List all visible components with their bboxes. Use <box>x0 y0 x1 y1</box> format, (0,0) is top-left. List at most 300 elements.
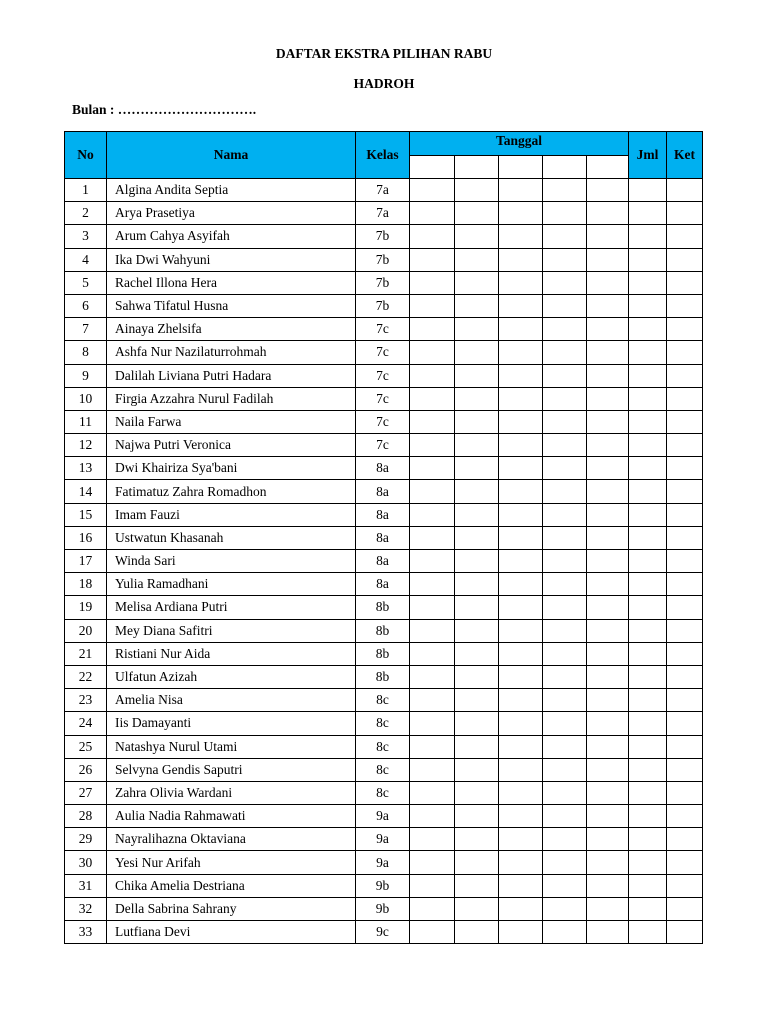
jml-cell <box>629 434 667 457</box>
attendance-cell <box>543 828 587 851</box>
ket-cell <box>667 619 703 642</box>
attendance-cell <box>587 318 629 341</box>
student-name: Zahra Olivia Wardani <box>107 781 356 804</box>
attendance-cell <box>410 550 455 573</box>
ket-cell <box>667 805 703 828</box>
attendance-cell <box>499 364 543 387</box>
attendance-cell <box>410 689 455 712</box>
attendance-cell <box>543 457 587 480</box>
table-row <box>65 526 703 549</box>
jml-cell <box>629 480 667 503</box>
attendance-cell <box>543 550 587 573</box>
attendance-cell <box>587 851 629 874</box>
student-class: 7c <box>356 341 410 364</box>
student-name: Winda Sari <box>107 550 356 573</box>
student-no: 16 <box>65 526 107 549</box>
attendance-cell <box>499 851 543 874</box>
table-row <box>65 271 703 294</box>
attendance-cell <box>543 689 587 712</box>
student-no: 9 <box>65 364 107 387</box>
student-name: Ustwatun Khasanah <box>107 526 356 549</box>
attendance-cell <box>587 642 629 665</box>
attendance-cell <box>543 341 587 364</box>
attendance-cell <box>455 341 499 364</box>
student-class: 7a <box>356 179 410 202</box>
student-no: 12 <box>65 434 107 457</box>
attendance-cell <box>499 503 543 526</box>
ket-cell <box>667 387 703 410</box>
student-class: 7b <box>356 294 410 317</box>
attendance-cell <box>587 573 629 596</box>
student-name: Selvyna Gendis Saputri <box>107 758 356 781</box>
attendance-cell <box>499 202 543 225</box>
student-no: 32 <box>65 897 107 920</box>
attendance-cell <box>455 526 499 549</box>
jml-cell <box>629 596 667 619</box>
student-name: Sahwa Tifatul Husna <box>107 294 356 317</box>
student-class: 8c <box>356 689 410 712</box>
attendance-cell <box>455 805 499 828</box>
student-no: 17 <box>65 550 107 573</box>
attendance-cell <box>410 851 455 874</box>
attendance-cell <box>499 712 543 735</box>
attendance-cell <box>410 828 455 851</box>
jml-cell <box>629 897 667 920</box>
student-no: 5 <box>65 271 107 294</box>
jml-cell <box>629 457 667 480</box>
student-class: 8a <box>356 526 410 549</box>
jml-cell <box>629 851 667 874</box>
column-header-nama: Nama <box>107 132 356 179</box>
column-header-no: No <box>65 132 107 179</box>
student-class: 9a <box>356 805 410 828</box>
jml-cell <box>629 526 667 549</box>
attendance-cell <box>587 665 629 688</box>
attendance-cell <box>455 642 499 665</box>
attendance-cell <box>455 503 499 526</box>
student-name: Yulia Ramadhani <box>107 573 356 596</box>
ket-cell <box>667 874 703 897</box>
attendance-cell <box>455 689 499 712</box>
attendance-cell <box>410 387 455 410</box>
attendance-cell <box>543 225 587 248</box>
student-class: 7c <box>356 318 410 341</box>
attendance-cell <box>587 805 629 828</box>
jml-cell <box>629 179 667 202</box>
attendance-cell <box>455 179 499 202</box>
attendance-cell <box>410 179 455 202</box>
attendance-cell <box>587 781 629 804</box>
table-row <box>65 364 703 387</box>
attendance-cell <box>587 874 629 897</box>
attendance-cell <box>587 364 629 387</box>
table-row <box>65 689 703 712</box>
table-row <box>65 828 703 851</box>
attendance-cell <box>455 457 499 480</box>
jml-cell <box>629 619 667 642</box>
jml-cell <box>629 248 667 271</box>
student-class: 8c <box>356 712 410 735</box>
attendance-cell <box>410 248 455 271</box>
table-row <box>65 596 703 619</box>
jml-cell <box>629 364 667 387</box>
attendance-cell <box>499 550 543 573</box>
attendance-cell <box>410 480 455 503</box>
attendance-cell <box>499 596 543 619</box>
student-no: 26 <box>65 758 107 781</box>
student-no: 19 <box>65 596 107 619</box>
attendance-cell <box>587 248 629 271</box>
student-name: Rachel Illona Hera <box>107 271 356 294</box>
attendance-cell <box>455 318 499 341</box>
attendance-cell <box>543 294 587 317</box>
table-row <box>65 781 703 804</box>
tanggal-date-cell <box>543 156 587 179</box>
ket-cell <box>667 179 703 202</box>
student-name: Imam Fauzi <box>107 503 356 526</box>
attendance-cell <box>543 248 587 271</box>
ket-cell <box>667 248 703 271</box>
student-no: 30 <box>65 851 107 874</box>
attendance-cell <box>410 364 455 387</box>
attendance-cell <box>455 619 499 642</box>
table-row <box>65 758 703 781</box>
attendance-cell <box>410 503 455 526</box>
table-row <box>65 480 703 503</box>
ket-cell <box>667 596 703 619</box>
table-row <box>65 318 703 341</box>
student-class: 8b <box>356 665 410 688</box>
student-no: 4 <box>65 248 107 271</box>
attendance-cell <box>499 874 543 897</box>
attendance-cell <box>410 202 455 225</box>
tanggal-date-cell <box>410 156 455 179</box>
attendance-cell <box>499 665 543 688</box>
student-name: Yesi Nur Arifah <box>107 851 356 874</box>
ket-cell <box>667 642 703 665</box>
ket-cell <box>667 318 703 341</box>
attendance-cell <box>587 689 629 712</box>
table-row <box>65 735 703 758</box>
ket-cell <box>667 202 703 225</box>
attendance-cell <box>543 921 587 944</box>
table-row <box>65 874 703 897</box>
attendance-cell <box>410 874 455 897</box>
jml-cell <box>629 550 667 573</box>
attendance-cell <box>587 735 629 758</box>
ket-cell <box>667 364 703 387</box>
student-name: Ainaya Zhelsifa <box>107 318 356 341</box>
ket-cell <box>667 457 703 480</box>
student-no: 6 <box>65 294 107 317</box>
page-subtitle: HADROH <box>353 76 415 91</box>
attendance-cell <box>543 874 587 897</box>
attendance-cell <box>543 665 587 688</box>
student-name: Dwi Khairiza Sya'bani <box>107 457 356 480</box>
attendance-cell <box>587 410 629 433</box>
attendance-cell <box>587 480 629 503</box>
student-name: Chika Amelia Destriana <box>107 874 356 897</box>
jml-cell <box>629 573 667 596</box>
ket-cell <box>667 665 703 688</box>
attendance-cell <box>455 202 499 225</box>
attendance-cell <box>455 271 499 294</box>
attendance-cell <box>455 781 499 804</box>
student-class: 9a <box>356 851 410 874</box>
attendance-cell <box>410 294 455 317</box>
attendance-cell <box>587 271 629 294</box>
attendance-cell <box>587 921 629 944</box>
student-no: 18 <box>65 573 107 596</box>
attendance-cell <box>587 341 629 364</box>
attendance-cell <box>543 781 587 804</box>
attendance-cell <box>410 318 455 341</box>
jml-cell <box>629 712 667 735</box>
attendance-cell <box>499 457 543 480</box>
attendance-cell <box>410 341 455 364</box>
attendance-cell <box>410 665 455 688</box>
jml-cell <box>629 503 667 526</box>
student-class: 9b <box>356 874 410 897</box>
attendance-cell <box>410 897 455 920</box>
attendance-cell <box>543 387 587 410</box>
student-no: 3 <box>65 225 107 248</box>
student-class: 9a <box>356 828 410 851</box>
student-name: Nayralihazna Oktaviana <box>107 828 356 851</box>
attendance-cell <box>410 642 455 665</box>
jml-cell <box>629 874 667 897</box>
student-name: Aulia Nadia Rahmawati <box>107 805 356 828</box>
attendance-cell <box>587 457 629 480</box>
student-class: 7c <box>356 364 410 387</box>
jml-cell <box>629 781 667 804</box>
attendance-cell <box>455 434 499 457</box>
student-name: Natashya Nurul Utami <box>107 735 356 758</box>
table-row <box>65 851 703 874</box>
attendance-cell <box>410 758 455 781</box>
attendance-cell <box>455 410 499 433</box>
attendance-cell <box>499 341 543 364</box>
ket-cell <box>667 735 703 758</box>
attendance-cell <box>410 735 455 758</box>
jml-cell <box>629 318 667 341</box>
attendance-cell <box>499 642 543 665</box>
attendance-cell <box>543 410 587 433</box>
jml-cell <box>629 921 667 944</box>
student-name: Dalilah Liviana Putri Hadara <box>107 364 356 387</box>
student-no: 1 <box>65 179 107 202</box>
attendance-cell <box>455 480 499 503</box>
attendance-cell <box>499 573 543 596</box>
attendance-cell <box>587 225 629 248</box>
ket-cell <box>667 712 703 735</box>
student-no: 15 <box>65 503 107 526</box>
student-name: Della Sabrina Sahrany <box>107 897 356 920</box>
table-row <box>65 202 703 225</box>
student-name: Arum Cahya Asyifah <box>107 225 356 248</box>
student-no: 8 <box>65 341 107 364</box>
table-row <box>65 665 703 688</box>
attendance-cell <box>543 202 587 225</box>
bulan-label: Bulan : …………………………. <box>72 102 257 117</box>
attendance-cell <box>499 480 543 503</box>
attendance-cell <box>410 921 455 944</box>
ket-cell <box>667 503 703 526</box>
attendance-cell <box>587 434 629 457</box>
student-class: 8c <box>356 781 410 804</box>
student-class: 8b <box>356 596 410 619</box>
attendance-cell <box>455 573 499 596</box>
attendance-cell <box>499 248 543 271</box>
table-row <box>65 712 703 735</box>
attendance-cell <box>543 526 587 549</box>
ket-cell <box>667 758 703 781</box>
jml-cell <box>629 642 667 665</box>
attendance-cell <box>543 805 587 828</box>
attendance-cell <box>543 851 587 874</box>
jml-cell <box>629 735 667 758</box>
student-class: 8a <box>356 550 410 573</box>
table-row <box>65 294 703 317</box>
attendance-cell <box>587 897 629 920</box>
jml-cell <box>629 805 667 828</box>
student-class: 8b <box>356 642 410 665</box>
attendance-cell <box>455 735 499 758</box>
attendance-cell <box>455 897 499 920</box>
attendance-cell <box>499 828 543 851</box>
attendance-cell <box>587 202 629 225</box>
student-class: 8c <box>356 758 410 781</box>
attendance-cell <box>410 805 455 828</box>
attendance-cell <box>455 712 499 735</box>
attendance-cell <box>455 828 499 851</box>
ket-cell <box>667 271 703 294</box>
attendance-cell <box>410 712 455 735</box>
table-row <box>65 179 703 202</box>
attendance-cell <box>499 434 543 457</box>
student-name: Ashfa Nur Nazilaturrohmah <box>107 341 356 364</box>
attendance-cell <box>499 179 543 202</box>
attendance-table <box>64 131 703 944</box>
attendance-cell <box>455 550 499 573</box>
attendance-cell <box>455 758 499 781</box>
ket-cell <box>667 526 703 549</box>
attendance-cell <box>499 318 543 341</box>
attendance-cell <box>410 271 455 294</box>
attendance-cell <box>410 434 455 457</box>
student-no: 22 <box>65 665 107 688</box>
attendance-cell <box>543 318 587 341</box>
attendance-cell <box>587 596 629 619</box>
attendance-cell <box>587 526 629 549</box>
table-row <box>65 642 703 665</box>
attendance-cell <box>499 387 543 410</box>
jml-cell <box>629 387 667 410</box>
table-row <box>65 248 703 271</box>
attendance-cell <box>543 897 587 920</box>
student-no: 20 <box>65 619 107 642</box>
attendance-cell <box>455 851 499 874</box>
attendance-cell <box>543 271 587 294</box>
attendance-cell <box>543 179 587 202</box>
table-row <box>65 457 703 480</box>
jml-cell <box>629 828 667 851</box>
student-name: Amelia Nisa <box>107 689 356 712</box>
attendance-cell <box>499 271 543 294</box>
student-class: 9c <box>356 921 410 944</box>
attendance-cell <box>455 665 499 688</box>
attendance-cell <box>587 550 629 573</box>
student-no: 31 <box>65 874 107 897</box>
table-row <box>65 225 703 248</box>
column-header-jml: Jml <box>629 132 667 179</box>
attendance-cell <box>543 758 587 781</box>
student-class: 8a <box>356 503 410 526</box>
attendance-cell <box>455 294 499 317</box>
jml-cell <box>629 294 667 317</box>
student-class: 9b <box>356 897 410 920</box>
attendance-cell <box>543 642 587 665</box>
ket-cell <box>667 921 703 944</box>
attendance-cell <box>587 179 629 202</box>
ket-cell <box>667 480 703 503</box>
jml-cell <box>629 689 667 712</box>
column-header-ket: Ket <box>667 132 703 179</box>
student-no: 14 <box>65 480 107 503</box>
student-name: Mey Diana Safitri <box>107 619 356 642</box>
table-row <box>65 619 703 642</box>
attendance-cell <box>410 457 455 480</box>
ket-cell <box>667 897 703 920</box>
attendance-cell <box>499 410 543 433</box>
attendance-cell <box>410 596 455 619</box>
attendance-cell <box>587 387 629 410</box>
attendance-cell <box>499 689 543 712</box>
student-class: 8a <box>356 457 410 480</box>
jml-cell <box>629 665 667 688</box>
attendance-cell <box>410 781 455 804</box>
ket-cell <box>667 828 703 851</box>
student-name: Arya Prasetiya <box>107 202 356 225</box>
attendance-cell <box>410 619 455 642</box>
student-name: Iis Damayanti <box>107 712 356 735</box>
jml-cell <box>629 341 667 364</box>
attendance-cell <box>499 225 543 248</box>
student-class: 7b <box>356 271 410 294</box>
student-no: 23 <box>65 689 107 712</box>
student-no: 25 <box>65 735 107 758</box>
student-name: Ika Dwi Wahyuni <box>107 248 356 271</box>
student-class: 7b <box>356 248 410 271</box>
student-class: 8c <box>356 735 410 758</box>
student-class: 7c <box>356 410 410 433</box>
column-header-kelas: Kelas <box>356 132 410 179</box>
table-row <box>65 503 703 526</box>
page-title: DAFTAR EKSTRA PILIHAN RABU <box>275 46 493 61</box>
student-class: 8a <box>356 480 410 503</box>
ket-cell <box>667 225 703 248</box>
student-name: Firgia Azzahra Nurul Fadilah <box>107 387 356 410</box>
tanggal-date-cell <box>587 156 629 179</box>
student-no: 29 <box>65 828 107 851</box>
student-class: 7b <box>356 225 410 248</box>
student-name: Najwa Putri Veronica <box>107 434 356 457</box>
tanggal-date-cell <box>499 156 543 179</box>
table-row <box>65 805 703 828</box>
attendance-cell <box>543 712 587 735</box>
attendance-cell <box>587 294 629 317</box>
student-class: 7c <box>356 387 410 410</box>
